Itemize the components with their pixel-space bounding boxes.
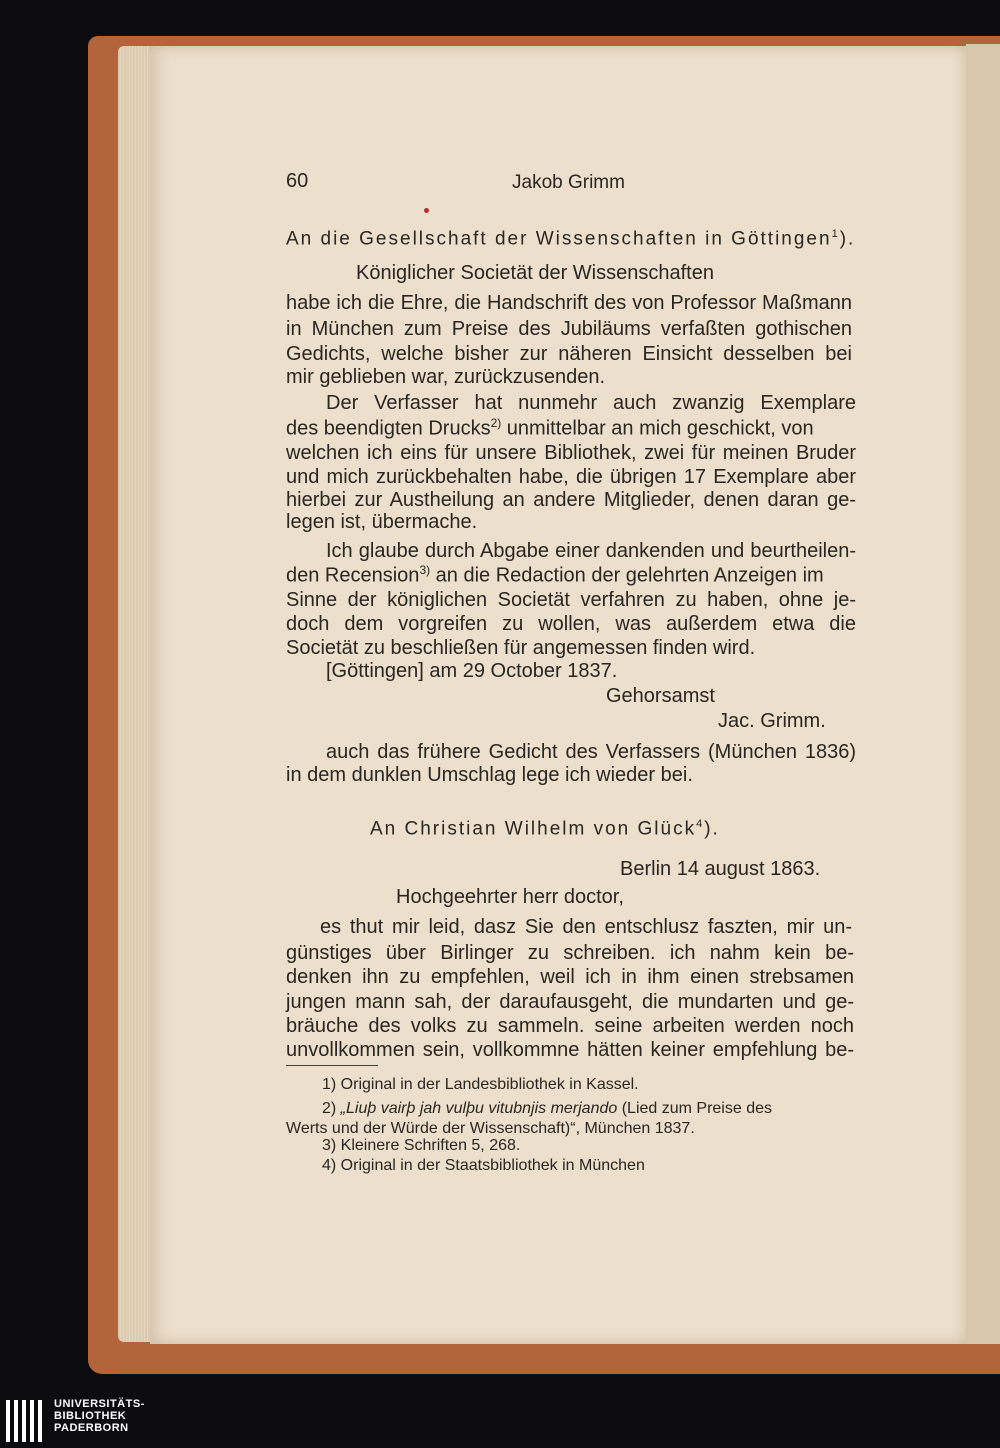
footnote-3: 3) Kleinere Schriften 5, 268. xyxy=(322,1137,521,1154)
letter1-signature: Jac. Grimm. xyxy=(718,710,826,732)
facing-page-edge xyxy=(966,44,1000,1344)
running-title: Jakob Grimm xyxy=(512,172,625,193)
letter1-p2-line1: Der Verfasser hat nunmehr auch zwanzig Exemplare xyxy=(326,392,856,414)
letter2-line5: bräuche des volks zu sammeln. seine arbeiten werden noch xyxy=(286,1015,854,1037)
letter1-p2-line3: welchen ich eins für unsere Bibliothek, zwei für meinen Bruder xyxy=(286,442,856,464)
footnote-2-line2: Werts und der Würde der Wissenschaft)“, München 1837. xyxy=(286,1120,695,1137)
letter1-salutation: Königlicher Societät der Wissenschaften xyxy=(356,262,714,284)
letter2-place-date: Berlin 14 august 1863. xyxy=(620,858,821,880)
letter1-p2-line5: hierbei zur Austheilung an andere Mitglieder, denen daran ge- xyxy=(286,489,856,511)
letter2-heading: An Christian Wilhelm von Glück$^4$). xyxy=(370,818,720,840)
logo-line2: BIBLIOTHEK xyxy=(54,1410,127,1422)
letter1-closing: Gehorsamst xyxy=(606,685,715,707)
letter2-line6: unvollkommen sein, vollkommne hätten keiner empfehlung be- xyxy=(286,1039,854,1061)
red-mark xyxy=(424,208,429,213)
letter1-p3-line1: Ich glaube durch Abgabe einer dankenden und beurtheilen- xyxy=(326,540,856,562)
footnote-2-line1: 2) „Liuþ vairþ jah vulþu vitubnjis merjando (Lied zum Preise des xyxy=(322,1100,772,1117)
footnote-1: 1) Original in der Landesbibliothek in Kassel. xyxy=(322,1076,639,1093)
letter1-postscript-line1: auch das frühere Gedicht des Verfassers (München 1836) xyxy=(326,741,856,763)
footnote-4: 4) Original in der Staatsbibliothek in München xyxy=(322,1157,645,1174)
page-number: 60 xyxy=(286,170,309,192)
letter1-p3-line4: doch dem vorgreifen zu wollen, was außerdem etwa die xyxy=(286,613,856,635)
letter1-p3-line5: Societät zu beschließen für angemessen finden wird. xyxy=(286,637,756,659)
letter2-line4: jungen mann sah, der daraufausgeht, die mundarten und ge- xyxy=(286,991,854,1013)
letter2-salutation: Hochgeehrter herr doctor, xyxy=(396,886,624,908)
page-edges xyxy=(118,46,152,1342)
letter1-p3-line3: Sinne der königlichen Societät verfahren zu haben, ohne je- xyxy=(286,589,856,611)
footnote-rule xyxy=(286,1065,378,1066)
logo-line1: UNIVERSITÄTS- xyxy=(54,1398,145,1410)
letter1-postscript-line2: in dem dunklen Umschlag lege ich wieder bei. xyxy=(286,764,693,786)
letter1-p2-line2: des beendigten Drucks$^{2)}$ unmittelbar an mich geschickt, von xyxy=(286,416,814,440)
letter1-p1-line1: habe ich die Ehre, die Handschrift des von Professor Maßmann xyxy=(286,292,852,314)
letter2-line2: günstiges über Birlinger zu schreiben. ich nahm kein be- xyxy=(286,942,854,964)
letter1-p1-line3: Gedichts, welche bisher zur näheren Einsicht desselben bei xyxy=(286,343,852,365)
letter2-line3: denken ihn zu empfehlen, weil ich in ihm einen strebsamen xyxy=(286,966,854,988)
letter1-p3-line2: den Recension$^{3)}$ an die Redaction der gelehrten Anzeigen im xyxy=(286,563,824,587)
letter1-p2-line4: und mich zurückbehalten habe, die übrigen 17 Exemplare aber xyxy=(286,466,856,488)
letter1-p2-line6: legen ist, übermache. xyxy=(286,511,478,533)
library-logo xyxy=(6,1398,166,1444)
letter1-heading: An die Gesellschaft der Wissenschaften in Göttingen$^1$). xyxy=(286,228,856,250)
letter1-date: [Göttingen] am 29 October 1837. xyxy=(326,660,618,682)
library-logo-bars-icon xyxy=(6,1400,46,1442)
letter1-p1-line2: in München zum Preise des Jubiläums verfaßten gothischen xyxy=(286,318,852,340)
letter1-p1-line4: mir geblieben war, zurückzusenden. xyxy=(286,366,606,388)
logo-line3: PADERBORN xyxy=(54,1422,129,1434)
letter2-line1: es thut mir leid, dasz Sie den entschlusz faszten, mir un- xyxy=(320,916,852,938)
